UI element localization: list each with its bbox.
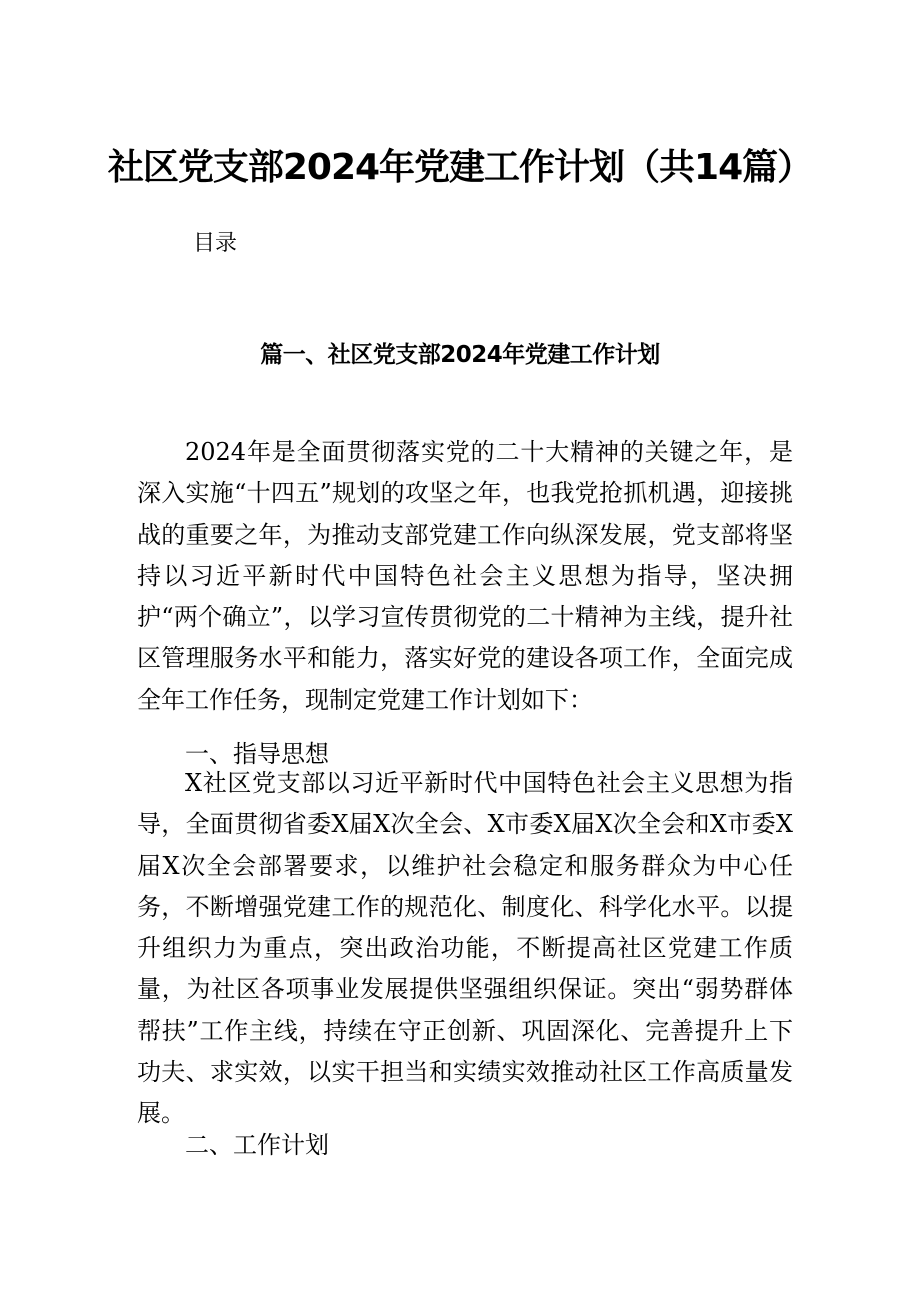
document-title: 社区党支部2024年党建工作计划（共14篇）: [107, 147, 813, 188]
chapter-title: 篇一、社区党支部2024年党建工作计划: [260, 342, 660, 368]
section-heading-work-plan: 二、工作计划: [185, 1131, 329, 1159]
section-heading-guiding-ideology: 一、指导思想: [185, 740, 329, 768]
intro-paragraph: 2024年是全面贯彻落实党的二十大精神的关键之年，是深入实施“十四五”规划的攻坚之年，也我党抢抓机遇，迎接挑战的重要之年，为推动支部党建工作向纵深发展，党支部将坚持以习近平新时代中国特色社会主义思想为指导，坚决拥护“两个确立”，以学习宣传贯彻党的二十精神为主线，提升社区管理服务水平和能力，落实好党的建设各项工作，全面完成全年工作任务，现制定党建工作计划如下：: [137, 438, 793, 714]
toc-label: 目录: [193, 231, 238, 256]
guiding-ideology-paragraph: X社区党支部以习近平新时代中国特色社会主义思想为指导，全面贯彻省委X届X次全会、X市委X届X次全会和X市委X届X次全会部署要求，以维护社会稳定和服务群众为中心任务，不断增强党建工作的规范化、制度化、科学化水平。以提升组织力为重点，突出政治功能，不断提高社区党建工作质量，为社区各项事业发展提供坚强组织保证。突出“弱势群体帮扶”工作主线，持续在守正创新、巩固深化、完善提升上下功夫、求实效，以实干担当和实绩实效推动社区工作高质量发展。: [137, 769, 793, 1128]
